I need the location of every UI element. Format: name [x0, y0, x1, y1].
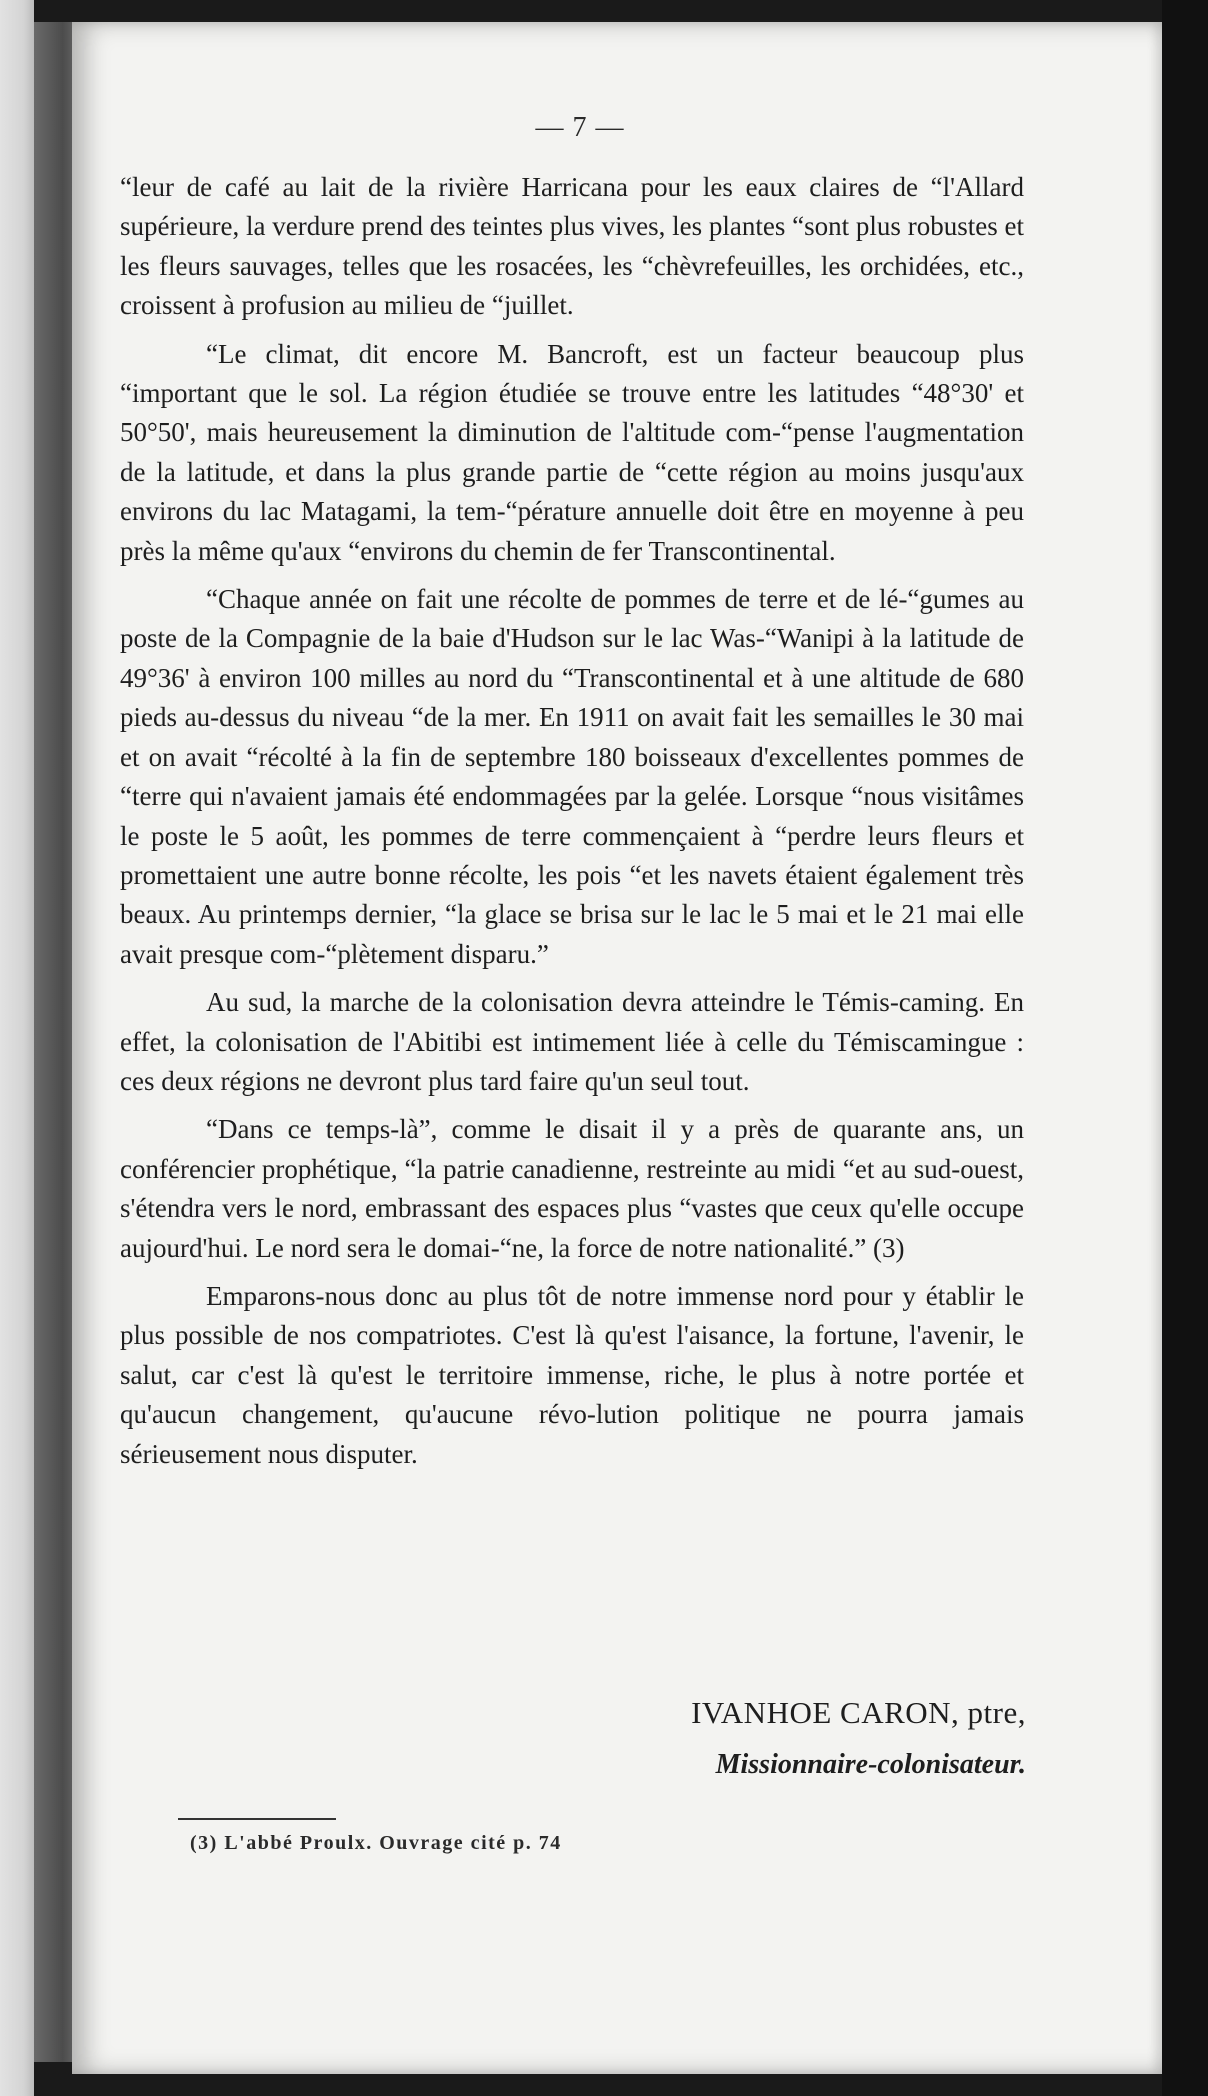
- paragraph-2: “Le climat, dit encore M. Bancroft, est un facteur beaucoup plus “important que le sol. La région étudiée se trouve entre les latitudes “48°30' et 50°50', mais heureusement la diminution de l'altitude com-“pense l'augmentation de la latitude, et dans la plus grande partie de “cette région au moins jusqu'aux environs du lac Matagami, la tem-“pérature annuelle doit être en moyenne à peu près la même qu'aux “environs du chemin de fer Transcontinental.: [120, 338, 1024, 566]
- paragraph-5: “Dans ce temps-là”, comme le disait il y a près de quarante ans, un conférencier prophétique, “la patrie canadienne, restreinte au midi “et au sud-ouest, s'étendra vers le nord, embrassant des espaces plus “vastes que ceux qu'elle occupe aujourd'hui. Le nord sera le domai-“ne, la force de notre nationalité.” (3): [120, 1114, 1024, 1263]
- body-text: [120, 168, 1024, 1474]
- footnote-rule: [178, 1818, 336, 1820]
- signature-block: [556, 1690, 1026, 1788]
- paragraph-1: “leur de café au lait de la rivière Harricana pour les eaux claires de “l'Allard supérieure, la verdure prend des teintes plus vives, les plantes “sont plus robustes et les fleurs sauvages, telles que les rosacées, les “chèvrefeuilles, les orchidées, etc., croissent à profusion au milieu de “juillet.: [120, 172, 1024, 321]
- page-number: — 7 —: [535, 112, 625, 143]
- scan-border: [1162, 0, 1208, 2096]
- adjacent-page-edge: [0, 0, 34, 2096]
- footnote: (3) L'abbé Proulx. Ouvrage cité p. 74: [190, 1832, 562, 1854]
- paragraph-3: “Chaque année on fait une récolte de pommes de terre et de lé-“gumes au poste de la Compagnie de la baie d'Hudson sur le lac Was-“Wanipi à la latitude de 49°36' à environ 100 milles au nord du “Transcontinental et à une altitude de 680 pieds au-dessus du niveau “de la mer. En 1911 on avait fait les semailles le 30 mai et on avait “récolté à la fin de septembre 180 boisseaux d'excellentes pommes de “terre qui n'avaient jamais été endommagées par la gelée. Lorsque “nous visitâmes le poste le 5 août, les pommes de terre commençaient à “perdre leurs fleurs et promettaient une autre bonne récolte, les pois “et les navets étaient également très beaux. Au printemps dernier, “la glace se brisa sur le lac le 5 mai et le 21 mai elle avait presque com-“plètement disparu.”: [120, 584, 1024, 969]
- paragraph-4: Au sud, la marche de la colonisation devra atteindre le Témis-caming. En effet, la colonisation de l'Abitibi est intimement liée à celle du Témiscamingue : ces deux régions ne devront plus tard faire qu'un seul tout.: [120, 987, 1024, 1096]
- signature-title: Missionnaire-colonisateur.: [715, 1749, 1026, 1780]
- paragraph-6: Emparons-nous donc au plus tôt de notre immense nord pour y établir le plus possible de nos compatriotes. C'est là qu'est l'aisance, la fortune, l'avenir, le salut, car c'est là qu'est le territoire immense, riche, le plus à notre portée et qu'aucun changement, qu'aucune révo-lution politique ne pourra jamais sérieusement nous disputer.: [120, 1280, 1024, 1469]
- signature-name: IVANHOE CARON, ptre,: [691, 1695, 1026, 1730]
